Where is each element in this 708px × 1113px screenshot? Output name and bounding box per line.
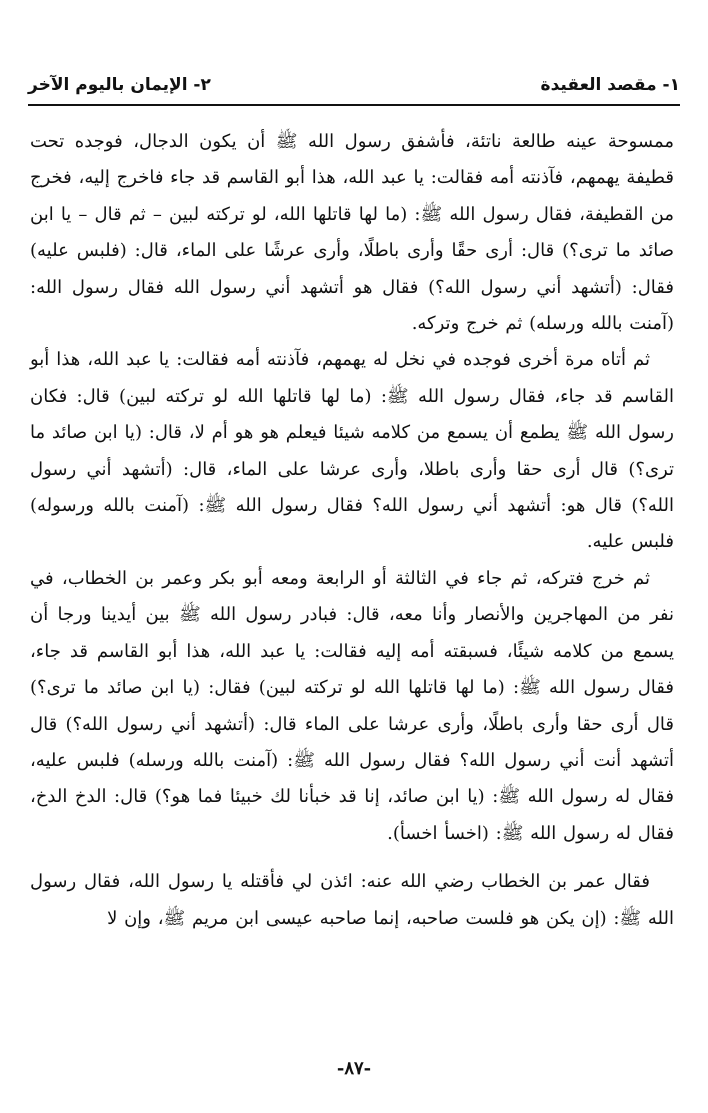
section-title: ٢- الإيمان باليوم الآخر [28, 75, 211, 95]
paragraph-4: فقال عمر بن الخطاب رضي الله عنه: ائذن لي فأقتله يا رسول الله، فقال رسول الله ﷺ: (إن يكن هو فلست صاحبه، إنما صاحبه عيسى ابن مريم ﷺ، وإن لا [30, 871, 674, 929]
paragraph-3: ثم خرج فتركه، ثم جاء في الثالثة أو الرابعة ومعه أبو بكر وعمر بن الخطاب، في نفر من المهاجرين والأنصار وأنا معه، قال: فبادر رسول الله ﷺ بين أيدينا ورجا أن يسمع من كلامه شيئًا، فسبقته أمه إليه فقالت: يا عبد الله، هذا أبو القاسم قد جاء، فقال رسول الله ﷺ: (ما لها قاتلها الله لو تركته لبين) فقال: (يا ابن صائد ما ترى؟) قال أرى حقا وأرى باطلًا، وأرى عرشا على الماء قال: (أتشهد أني رسول الله؟) قال أتشهد أنت أني رسول الله؟ فقال رسول الله ﷺ: (آمنت بالله ورسله) فلبس عليه، فقال له رسول الله ﷺ: (يا ابن صائد، إنا قد خبأنا لك خبيئا فما هو؟) قال: الدخ الدخ، فقال له رسول الله ﷺ: (اخسأ اخسأ). [30, 567, 675, 844]
paragraph-1: ممسوحة عينه طالعة ناتئة، فأشفق رسول الله ﷺ أن يكون الدجال، فوجده تحت قطيفة يهمهم، فآذنته أمه فقالت: يا عبد الله، هذا أبو القاسم قد جاء فاخرج إليه، فخرج من القطيفة، فقال رسول الله ﷺ: (ما لها قاتلها الله، لو تركته لبين – ثم قال – يا ابن صائد ما ترى؟) قال: أرى حقًا وأرى باطلًا، وأرى عرشًا على الماء، قال: (فلبس عليه) فقال: (أتشهد أني رسول الله؟) فقال هو أتشهد أني رسول الله فقال رسول الله: (آمنت بالله ورسله) ثم خرج وتركه. [30, 131, 674, 335]
chapter-title: ١- مقصد العقيدة [540, 75, 680, 95]
page-number: -٨٧- [336, 1058, 372, 1079]
header-rule [28, 104, 680, 106]
paragraph-2: ثم أتاه مرة أخرى فوجده في نخل له يهمهم، فآذنته أمه فقالت: يا عبد الله، هذا أبو القاسم قد جاء، فقال رسول الله ﷺ: (ما لها قاتلها الله لو تركته لبين) قال: فكان رسول الله ﷺ يطمع أن يسمع من كلامه شيئا فيعلم هو هو أم لا، قال: (يا ابن صائد ما ترى؟) قال أرى حقا وأرى باطلا، وأرى عرشا على الماء، قال: (أتشهد أني رسول الله؟) قال هو: أتشهد أني رسول الله؟ فقال رسول الله ﷺ: (آمنت بالله ورسوله) فلبس عليه. [30, 349, 674, 553]
body-text [30, 124, 674, 937]
running-header [28, 70, 680, 100]
